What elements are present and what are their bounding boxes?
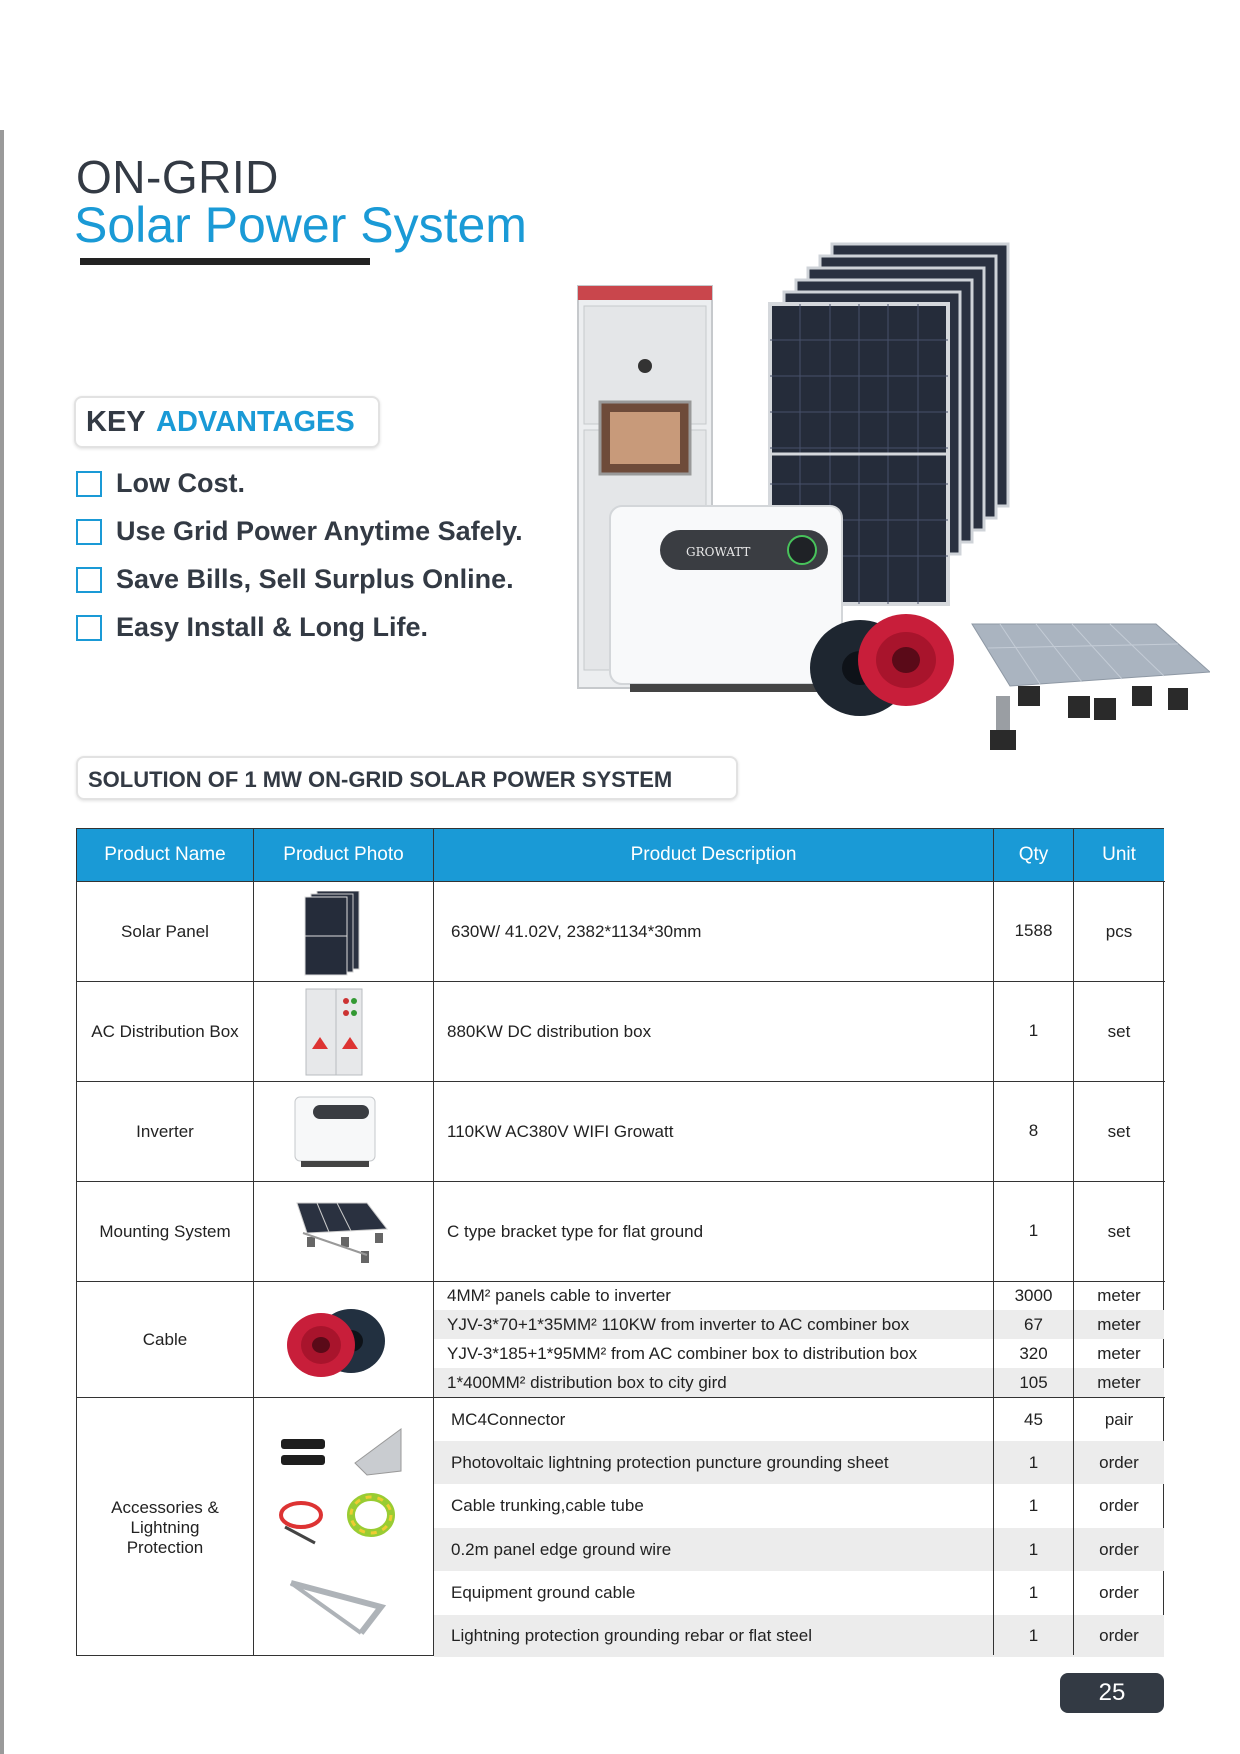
table-column-divider <box>253 829 254 1655</box>
table-cell-unit: set <box>1107 1021 1131 1041</box>
inverter-brand-label: GROWATT <box>686 545 751 559</box>
table-header-product-photo: Product Photo <box>254 829 433 881</box>
table-cell-description: C type bracket type for flat ground <box>447 1221 704 1241</box>
advantage-item <box>76 612 428 643</box>
accessories-name-line: Accessories & <box>111 1497 219 1517</box>
accessories-name-line: Lightning <box>130 1517 200 1537</box>
table-cell-unit: order <box>1099 1583 1139 1602</box>
distribution-box-icon <box>302 987 368 1077</box>
table-cell-description: YJV-3*185+1*95MM² from AC combiner box to distribution box <box>447 1343 918 1363</box>
advantage-item <box>76 516 523 547</box>
table-cell-description: YJV-3*70+1*35MM² 110KW from inverter to AC combiner box <box>447 1314 910 1334</box>
advantage-text: Use Grid Power Anytime Safely. <box>116 516 523 546</box>
title-underline <box>80 258 370 265</box>
page-left-rule <box>0 130 4 1754</box>
table-cell-qty: 105 <box>1019 1372 1048 1392</box>
advantage-text: Easy Install & Long Life. <box>116 612 429 642</box>
table-cell-description: 1*400MM² distribution box to city gird <box>447 1372 727 1392</box>
checkbox-square-icon <box>76 471 102 497</box>
accessories-icon <box>271 1419 411 1639</box>
checkbox-square-icon <box>76 567 102 593</box>
table-cell-unit: pcs <box>1105 921 1133 941</box>
solution-label <box>76 756 738 800</box>
table-cell-unit: order <box>1099 1452 1139 1472</box>
cable-icon <box>281 1295 391 1385</box>
table-header-qty: Qty <box>994 829 1073 881</box>
steel-bracket-icon <box>291 1583 381 1633</box>
table-cell-qty: 1 <box>1028 1583 1039 1602</box>
table-cell-description: MC4Connector <box>451 1409 566 1429</box>
cable-reels-icon <box>810 614 954 716</box>
page-title-line1: ON-GRID <box>76 151 279 203</box>
table-cell-qty: 1 <box>1028 1020 1039 1040</box>
table-cell-product-name: AC Distribution Box <box>91 1021 239 1041</box>
table-cell-description: Equipment ground cable <box>451 1583 636 1602</box>
table-cell-unit: set <box>1107 1221 1131 1241</box>
table-cell-unit: meter <box>1097 1314 1141 1334</box>
page-title-line2: Solar Power System <box>74 197 527 253</box>
table-cell-qty: 320 <box>1019 1343 1048 1363</box>
ground-wire-icon <box>351 1497 391 1533</box>
advantage-item <box>76 564 514 595</box>
advantage-text: Save Bills, Sell Surplus Online. <box>116 564 514 594</box>
table-cell-qty: 8 <box>1028 1120 1039 1140</box>
accessories-name-line: Protection <box>126 1537 204 1557</box>
table-cell-qty: 67 <box>1024 1314 1043 1334</box>
table-cell-description: Cable trunking,cable tube <box>451 1496 644 1515</box>
table-cell-description: 4MM² panels cable to inverter <box>447 1286 671 1305</box>
checkbox-square-icon <box>76 519 102 545</box>
grounding-sheet-icon <box>355 1429 401 1475</box>
table-cell-unit: order <box>1099 1626 1139 1645</box>
inverter-icon <box>610 506 842 692</box>
key-advantages-label-part1: KEY <box>86 406 146 438</box>
table-cell-qty: 3000 <box>1014 1286 1053 1305</box>
table-column-divider <box>433 829 434 1655</box>
table-cell-qty: 1 <box>1028 1626 1039 1645</box>
cable-tube-icon <box>281 1503 321 1543</box>
key-advantages-label <box>74 396 380 448</box>
mc4-connector-icon <box>281 1439 325 1465</box>
table-cell-unit: set <box>1107 1121 1131 1141</box>
table-header-product-description: Product Description <box>434 829 993 881</box>
table-cell-unit: order <box>1099 1496 1139 1515</box>
inverter-icon <box>291 1093 381 1173</box>
table-header-product-name: Product Name <box>77 829 253 881</box>
solution-title: SOLUTION OF 1 MW ON-GRID SOLAR POWER SYSTEM <box>88 767 673 792</box>
table-cell-qty: 45 <box>1024 1409 1043 1429</box>
table-cell-description: Lightning protection grounding rebar or flat steel <box>451 1626 813 1645</box>
table-cell-description: 630W/ 41.02V, 2382*1134*30mm <box>451 921 702 941</box>
table-cell-unit: meter <box>1097 1343 1141 1363</box>
table-cell-unit: meter <box>1097 1372 1141 1392</box>
table-cell-description: Photovoltaic lightning protection puncture grounding sheet <box>451 1452 889 1472</box>
key-advantages-label-part2: ADVANTAGES <box>156 406 355 438</box>
advantage-item <box>76 468 245 499</box>
product-table <box>76 828 1164 1656</box>
table-cell-qty: 1 <box>1028 1452 1039 1472</box>
checkbox-square-icon <box>76 615 102 641</box>
table-header-unit: Unit <box>1074 829 1164 881</box>
solar-panel-icon <box>303 891 363 977</box>
table-cell-product-name <box>77 1398 253 1657</box>
table-cell-qty: 1 <box>1028 1496 1039 1515</box>
table-cell-qty: 1588 <box>1014 920 1053 940</box>
table-cell-unit: order <box>1099 1539 1139 1559</box>
table-cell-product-name: Inverter <box>136 1121 194 1141</box>
table-cell-description: 0.2m panel edge ground wire <box>451 1539 672 1559</box>
page-number-badge: 25 <box>1060 1673 1164 1713</box>
advantage-text: Low Cost. <box>116 468 245 498</box>
table-cell-description: 880KW DC distribution box <box>447 1021 652 1041</box>
table-cell-product-name: Mounting System <box>99 1221 231 1241</box>
mounting-system-icon <box>277 1199 397 1269</box>
table-cell-qty: 1 <box>1028 1220 1039 1240</box>
table-cell-qty: 1 <box>1028 1539 1039 1559</box>
ground-mount-array-icon <box>972 624 1210 750</box>
table-cell-unit: pair <box>1104 1409 1134 1429</box>
hero-product-illustration <box>570 240 1210 750</box>
table-cell-unit: meter <box>1097 1286 1141 1305</box>
table-cell-product-name: Cable <box>142 1329 188 1349</box>
table-cell-description: 110KW AC380V WIFI Growatt <box>447 1121 674 1141</box>
table-cell-product-name: Solar Panel <box>121 921 209 941</box>
